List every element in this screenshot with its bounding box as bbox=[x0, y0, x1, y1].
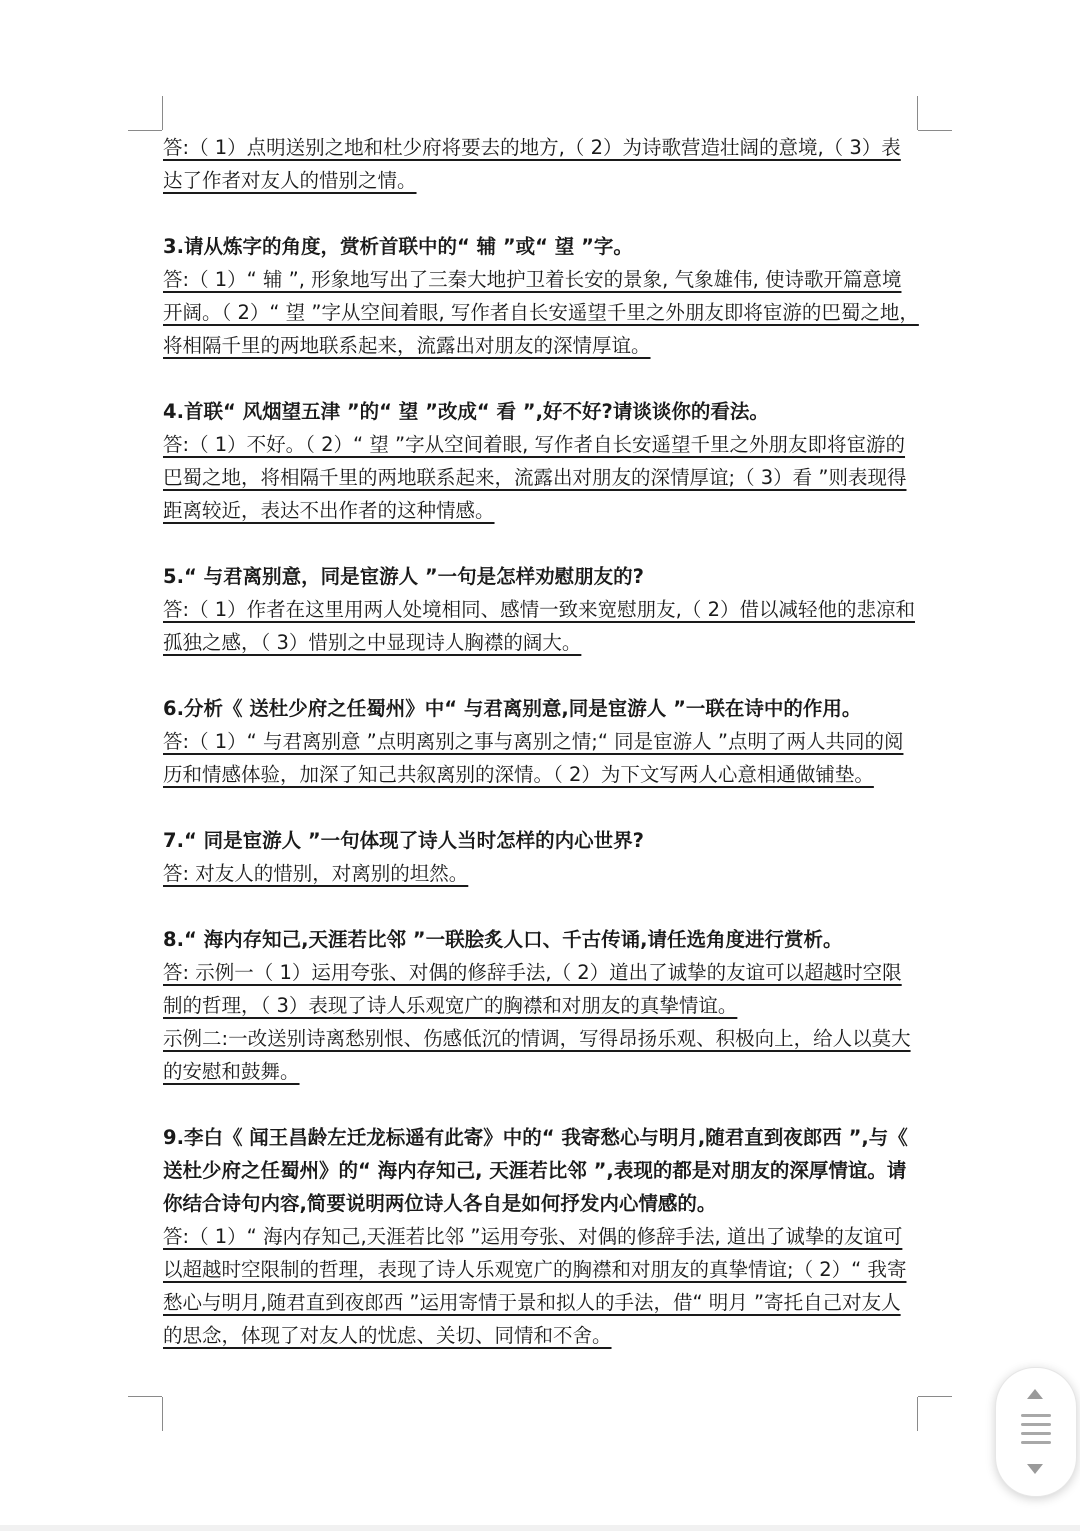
question-block-5 bbox=[163, 560, 919, 659]
answer-line: 答:（ 1）作者在这里用两人处境相同、感情一致来宽慰朋友,（ 2）借以减轻他的悲凉和孤独之感，（ 3）惜别之中显现诗人胸襟的阔大。 bbox=[163, 598, 915, 654]
answer-line: 答:（ 1）“ 与君离别意 ”点明离别之事与离别之情;“ 同是宦游人 ”点明了两人共同的阅历和情感体验，加深了知己共叙离别的深情。（ 2）为下文写两人心意相通做铺垫。 bbox=[163, 730, 904, 786]
question-block-3 bbox=[163, 230, 919, 362]
drag-lines-icon bbox=[1021, 1414, 1051, 1417]
crop-mark-bottom-right-h bbox=[918, 1396, 952, 1397]
crop-mark-bottom-left-v bbox=[162, 1397, 163, 1431]
answer-line: 答:（ 1）不好。（ 2）“ 望 ”字从空间着眼, 写作者自长安遥望千里之外朋友即将宦游的巴蜀之地，将相隔千里的两地联系起来，流露出对朋友的深情厚谊;（ 3）看 ”则表现得距离较近，表达不出作者的这种情感。 bbox=[163, 433, 907, 522]
answer-line: 答:（ 1）“ 海内存知己,天涯若比邻 ”运用夸张、对偶的修辞手法, 道出了诚挚的友谊可以超越时空限制的哲理，表现了诗人乐观宽广的胸襟和对朋友的真挚情谊;（ 2）“ 我寄愁心与明月,随君直到夜郎西 ”运用寄情于景和拟人的手法，借“ 明月 ”寄托自己对友人的思念，体现了对友人的忧虑、关切、同情和不舍。 bbox=[163, 1225, 907, 1347]
drag-line bbox=[1021, 1423, 1051, 1426]
drag-line bbox=[1021, 1432, 1051, 1435]
chevron-up-icon bbox=[1027, 1389, 1043, 1399]
answer-6 bbox=[163, 725, 919, 791]
document-content bbox=[163, 131, 919, 1385]
answer-text bbox=[163, 131, 919, 197]
chevron-down-icon bbox=[1027, 1464, 1043, 1474]
scroll-handle-button[interactable] bbox=[995, 1367, 1077, 1497]
crop-mark-top-left-v bbox=[162, 96, 163, 130]
crop-mark-top-right-h bbox=[918, 130, 952, 131]
crop-mark-top-left-h bbox=[128, 130, 162, 131]
question-4: 4.首联“ 风烟望五津 ”的“ 望 ”改成“ 看 ”,好不好?请谈谈你的看法。 bbox=[163, 400, 769, 423]
answer-line: 答: 示例一（ 1）运用夸张、对偶的修辞手法,（ 2）道出了诚挚的友谊可以超越时空限制的哲理，（ 3）表现了诗人乐观宽广的胸襟和对朋友的真挚情谊。 bbox=[163, 961, 902, 1017]
question-8: 8.“ 海内存知己,天涯若比邻 ”一联脍炙人口、千古传诵,请任选角度进行赏析。 bbox=[163, 928, 843, 951]
question-3: 3.请从炼字的角度，赏析首联中的“ 辅 ”或“ 望 ”字。 bbox=[163, 235, 633, 258]
question-6: 6.分析《 送杜少府之任蜀州》中“ 与君离别意,同是宦游人 ”一联在诗中的作用。 bbox=[163, 697, 862, 720]
answer-line: 答:（ 1）“ 辅 ”, 形象地写出了三秦大地护卫着长安的景象, 气象雄伟, 使诗歌开篇意境开阔。（ 2）“ 望 ”字从空间着眼, 写作者自长安遥望千里之外朋友即将宦游的巴蜀之地，将相隔千里的两地联系起来，流露出对朋友的深情厚谊。 bbox=[163, 268, 919, 357]
question-9: 9.李白《 闻王昌龄左迁龙标遥有此寄》中的“ 我寄愁心与明月,随君直到夜郎西 ”,与《 送杜少府之任蜀州》的“ 海内存知己, 天涯若比邻 ”,表现的都是对朋友的深厚情谊。请你结合诗句内容,简要说明两位诗人各自是如何抒发内心情感的。 bbox=[163, 1126, 908, 1215]
question-block-9 bbox=[163, 1121, 919, 1352]
question-7: 7.“ 同是宦游人 ”一句体现了诗人当时怎样的内心世界? bbox=[163, 829, 644, 852]
drag-line bbox=[1021, 1441, 1051, 1444]
answer-line: 答: 对友人的惜别，对离别的坦然。 bbox=[163, 862, 469, 885]
answer-line: 示例二:一改送别诗离愁别恨、伤感低沉的情调，写得昂扬乐观、积极向上，给人以莫大的安慰和鼓舞。 bbox=[163, 1027, 911, 1083]
question-5: 5.“ 与君离别意，同是宦游人 ”一句是怎样劝慰朋友的? bbox=[163, 565, 644, 588]
answer-line: 答:（ 1）点明送别之地和杜少府将要去的地方,（ 2）为诗歌营造壮阔的意境,（ 3）表达了作者对友人的惜别之情。 bbox=[163, 136, 901, 192]
bottom-strip bbox=[0, 1525, 1080, 1531]
answer-8-example-2 bbox=[163, 1022, 919, 1088]
answer-5 bbox=[163, 593, 919, 659]
question-block-6 bbox=[163, 692, 919, 791]
answer-4 bbox=[163, 428, 919, 527]
question-block-4 bbox=[163, 395, 919, 527]
answer-9 bbox=[163, 1220, 919, 1352]
crop-mark-bottom-right-v bbox=[917, 1397, 918, 1431]
question-block-8 bbox=[163, 923, 919, 1088]
answer-block-2 bbox=[163, 131, 919, 197]
question-block-7 bbox=[163, 824, 919, 890]
answer-7 bbox=[163, 857, 919, 890]
crop-mark-top-right-v bbox=[917, 96, 918, 130]
answer-3 bbox=[163, 263, 919, 362]
crop-mark-bottom-left-h bbox=[128, 1396, 162, 1397]
answer-8-example-1 bbox=[163, 956, 919, 1022]
